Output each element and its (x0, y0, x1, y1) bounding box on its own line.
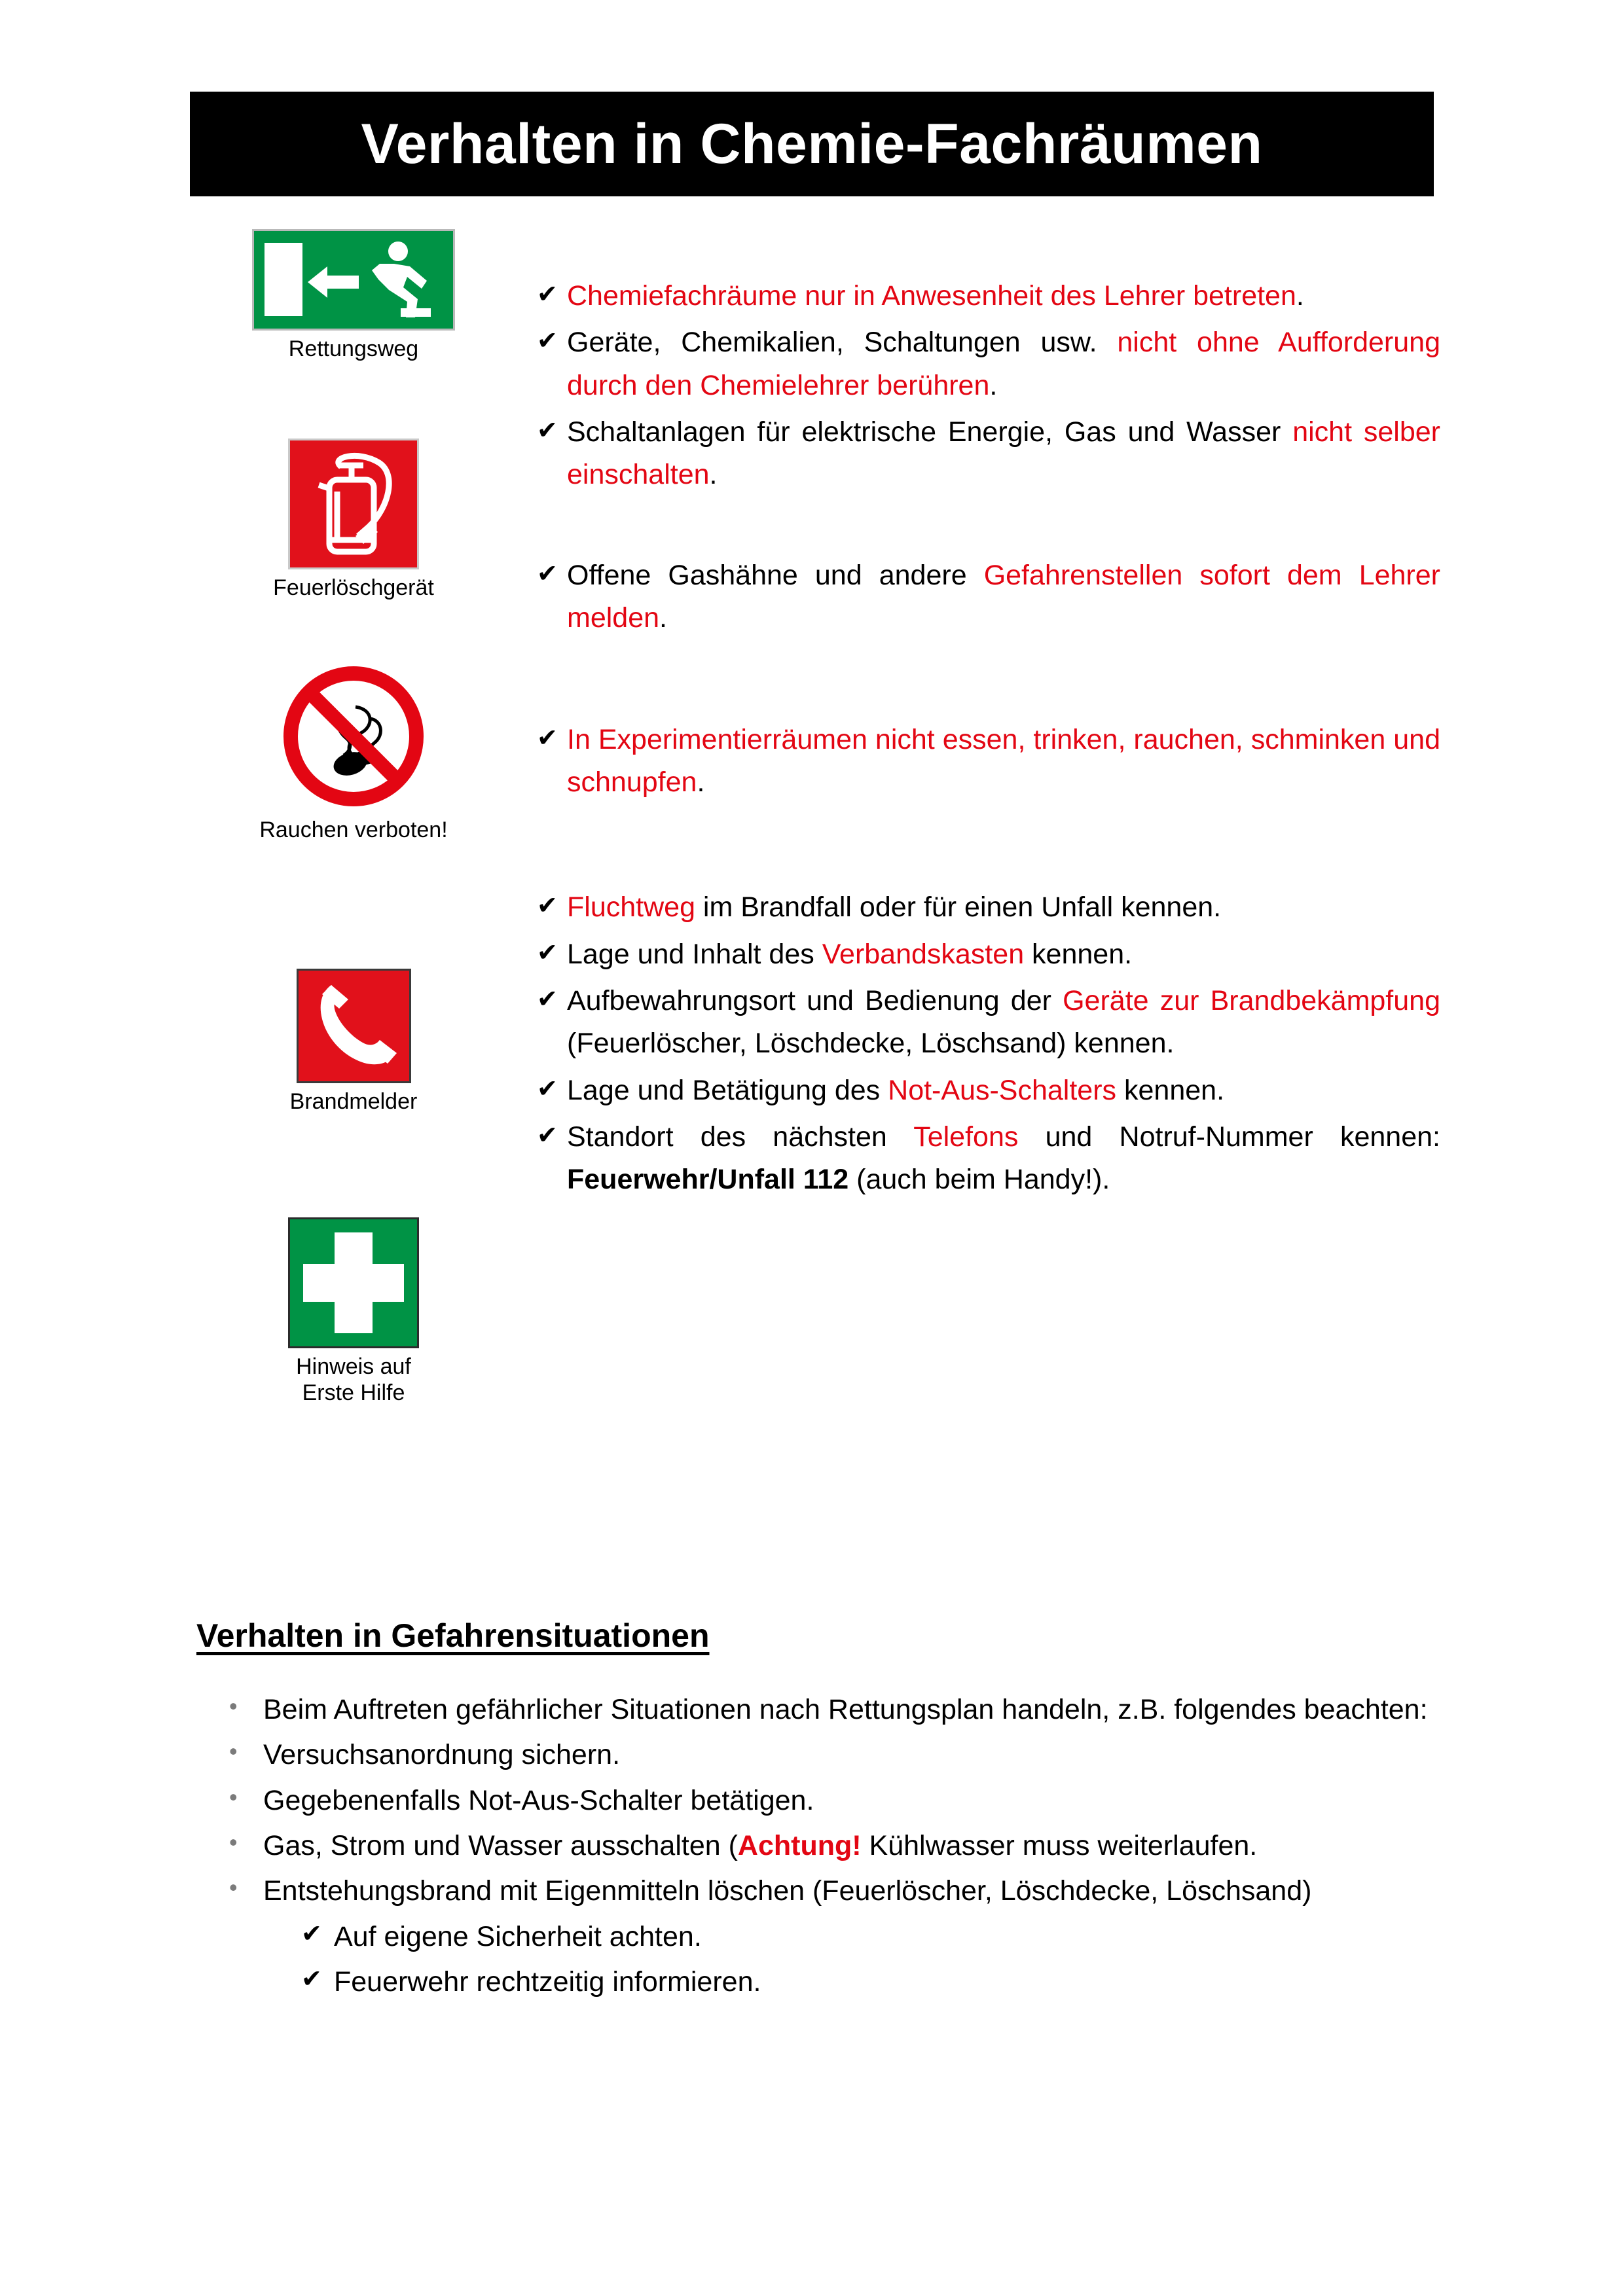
check-icon: ✔ (537, 1122, 558, 1150)
left-arrow-icon (308, 265, 359, 299)
text-run: Aufbewahrungsort und Bedienung der (567, 984, 1063, 1016)
text-run: Geräte zur Brandbekämpfung (1063, 984, 1441, 1016)
bullet-dot-icon: • (229, 1829, 238, 1856)
bullet-dot-icon: • (229, 1783, 238, 1810)
list-item (229, 1870, 1440, 1912)
text-run: Chemiefachräume nur in Anwesenheit des Lehrer betreten (567, 280, 1296, 312)
text-run: Geräte, Chemikalien, Schaltungen usw. (567, 327, 1118, 359)
text-run: Entstehungsbrand mit Eigenmitteln löschen (Feuerlöscher, Löschdecke, Löschsand) (263, 1875, 1312, 1907)
bullet-dot-icon: • (229, 1874, 238, 1901)
bullet-dot-icon: • (229, 1693, 238, 1719)
text-run: . (659, 602, 667, 634)
fire-extinguisher-glyph (290, 440, 417, 567)
list-item (301, 1961, 1440, 2003)
sign-block-rauchen-verboten (196, 661, 511, 843)
text-run: Telefons (913, 1121, 1019, 1153)
first-aid-cross-icon (288, 1217, 419, 1348)
page-title: Verhalten in Chemie-Fachräumen (361, 113, 1263, 175)
rule-text-gashaehne (567, 554, 1440, 640)
text-run: (auch beim Handy!). (848, 1164, 1110, 1196)
rule-item (537, 980, 1440, 1066)
text-run: . (989, 369, 998, 401)
text-run: In Experimentierräumen nicht essen, trinken, rauchen, schminken und schnupfen (567, 723, 1440, 798)
check-icon: ✔ (537, 1075, 558, 1103)
text-run: im Brandfall oder für einen Unfall kennen. (695, 891, 1222, 924)
check-icon: ✔ (537, 939, 558, 967)
check-icon: ✔ (301, 1965, 322, 1994)
text-run: . (1296, 280, 1304, 312)
rule-text-schaltanlagen (567, 411, 1440, 497)
text-run: . (697, 766, 705, 798)
check-icon: ✔ (537, 724, 558, 752)
rule-group-3 (537, 719, 1440, 804)
danger-sub-list (301, 1916, 1440, 2004)
text-run: Schaltanlagen für elektrische Energie, Gas und Wasser (567, 416, 1293, 448)
sign-block-feuerloeschgeraet (196, 439, 511, 601)
rule-group-4 (537, 886, 1440, 1202)
check-icon: ✔ (537, 417, 558, 445)
text-run: Gegebenenfalls Not-Aus-Schalter betätigen. (263, 1784, 814, 1816)
danger-text-rettungsplan (263, 1689, 1440, 1731)
sign-caption-brandmelder: Brandmelder (289, 1089, 418, 1114)
danger-text-versuchsanordnung (263, 1734, 1440, 1776)
text-run: nicht ohne Aufforderung durch den Chemielehrer berühren (567, 327, 1440, 401)
list-item (301, 1916, 1440, 1958)
rule-text-verbandskasten (567, 933, 1440, 976)
text-run: Lage und Inhalt des (567, 938, 822, 970)
no-smoking-glyph (278, 661, 429, 812)
emergency-exit-icon (252, 229, 455, 331)
text-run: (Feuerlöscher, Löschdecke, Löschsand) kennen. (567, 1028, 1175, 1060)
sub-text-feuerwehr-informieren: Feuerwehr rechtzeitig informieren. (334, 1966, 761, 1998)
rule-item (537, 933, 1440, 976)
sign-caption-rettungsweg: Rettungsweg (288, 336, 419, 361)
danger-situations-list (229, 1689, 1440, 2007)
text-run: Gefahrenstellen sofort dem Lehrer melden (567, 559, 1440, 634)
telephone-icon (297, 969, 411, 1083)
list-item (229, 1734, 1440, 1776)
text-run: kennen. (1116, 1074, 1225, 1106)
rule-item (537, 886, 1440, 929)
rule-text-fluchtweg (567, 886, 1440, 929)
title-banner (190, 92, 1434, 196)
list-item (229, 1825, 1440, 1867)
rule-item (537, 411, 1440, 497)
text-run: Achtung! (737, 1830, 862, 1862)
danger-text-gas-strom-wasser (263, 1825, 1440, 1867)
text-run: Verbandskasten (822, 938, 1025, 970)
rule-item (537, 1069, 1440, 1112)
section-heading-gefahrensituationen: Verhalten in Gefahrensituationen (196, 1617, 710, 1654)
text-run: Standort des nächsten (567, 1121, 914, 1153)
text-run: Beim Auftreten gefährlicher Situationen nach Rettungsplan handeln, z.B. folgendes beachten: (263, 1694, 1428, 1725)
rule-text-geraete-chemikalien (567, 321, 1440, 407)
check-icon: ✔ (537, 560, 558, 588)
check-icon: ✔ (537, 327, 558, 355)
sign-caption-erste-hilfe-line1: Hinweis auf (296, 1354, 411, 1379)
danger-text-not-aus (263, 1780, 1440, 1822)
rule-item (537, 321, 1440, 407)
sign-block-brandmelder (196, 969, 511, 1115)
exit-door-shape (264, 243, 302, 316)
sign-block-rettungsweg (196, 229, 511, 362)
list-item (229, 1689, 1440, 1731)
check-icon: ✔ (537, 892, 558, 920)
text-run: und Notruf-Nummer kennen: (1018, 1121, 1440, 1153)
no-smoking-icon (278, 661, 429, 812)
rule-item (537, 554, 1440, 640)
fire-extinguisher-icon (288, 439, 419, 569)
rule-text-brandbekaempfung (567, 980, 1440, 1066)
check-icon: ✔ (537, 281, 558, 308)
text-run: . (709, 459, 718, 491)
list-item (229, 1780, 1440, 1822)
cross-horizontal-bar (303, 1264, 404, 1302)
text-run: nicht selber einschalten (567, 416, 1440, 491)
text-run: Kühlwasser muss weiterlaufen. (861, 1830, 1258, 1862)
sign-caption-erste-hilfe-line2: Erste Hilfe (302, 1380, 405, 1406)
text-run: Lage und Betätigung des (567, 1074, 888, 1106)
check-icon: ✔ (537, 985, 558, 1013)
rule-text-chemiefachraeume (567, 275, 1440, 317)
telephone-handset-glyph (299, 971, 409, 1081)
rule-text-experimentierraeume (567, 719, 1440, 804)
rule-item (537, 275, 1440, 317)
sign-caption-erste-hilfe (196, 1354, 511, 1406)
sign-block-erste-hilfe (196, 1217, 511, 1406)
text-run: kennen. (1024, 938, 1133, 970)
rule-text-not-aus-schalter (567, 1069, 1440, 1112)
bullet-dot-icon: • (229, 1738, 238, 1765)
rule-item (537, 1116, 1440, 1202)
danger-text-entstehungsbrand (263, 1870, 1440, 1912)
text-run: Not-Aus-Schalters (888, 1074, 1117, 1106)
text-run: Versuchsanordnung sichern. (263, 1739, 621, 1771)
text-run: Feuerwehr/Unfall 112 (567, 1164, 849, 1196)
rule-group-1 (537, 275, 1440, 497)
text-run: Gas, Strom und Wasser ausschalten ( (263, 1830, 738, 1862)
sign-caption-feuerloeschgeraet: Feuerlöschgerät (273, 575, 434, 600)
running-person-icon (367, 240, 444, 324)
rule-group-2 (537, 554, 1440, 640)
sign-caption-rauchen-verboten: Rauchen verboten! (259, 817, 448, 842)
rules-column (537, 275, 1440, 1206)
check-icon: ✔ (301, 1920, 322, 1948)
text-run: Offene Gashähne und andere (567, 559, 984, 591)
sub-text-eigene-sicherheit: Auf eigene Sicherheit achten. (334, 1920, 702, 1952)
rule-item (537, 719, 1440, 804)
rule-text-telefon-notruf (567, 1116, 1440, 1202)
text-run: Fluchtweg (567, 891, 695, 924)
